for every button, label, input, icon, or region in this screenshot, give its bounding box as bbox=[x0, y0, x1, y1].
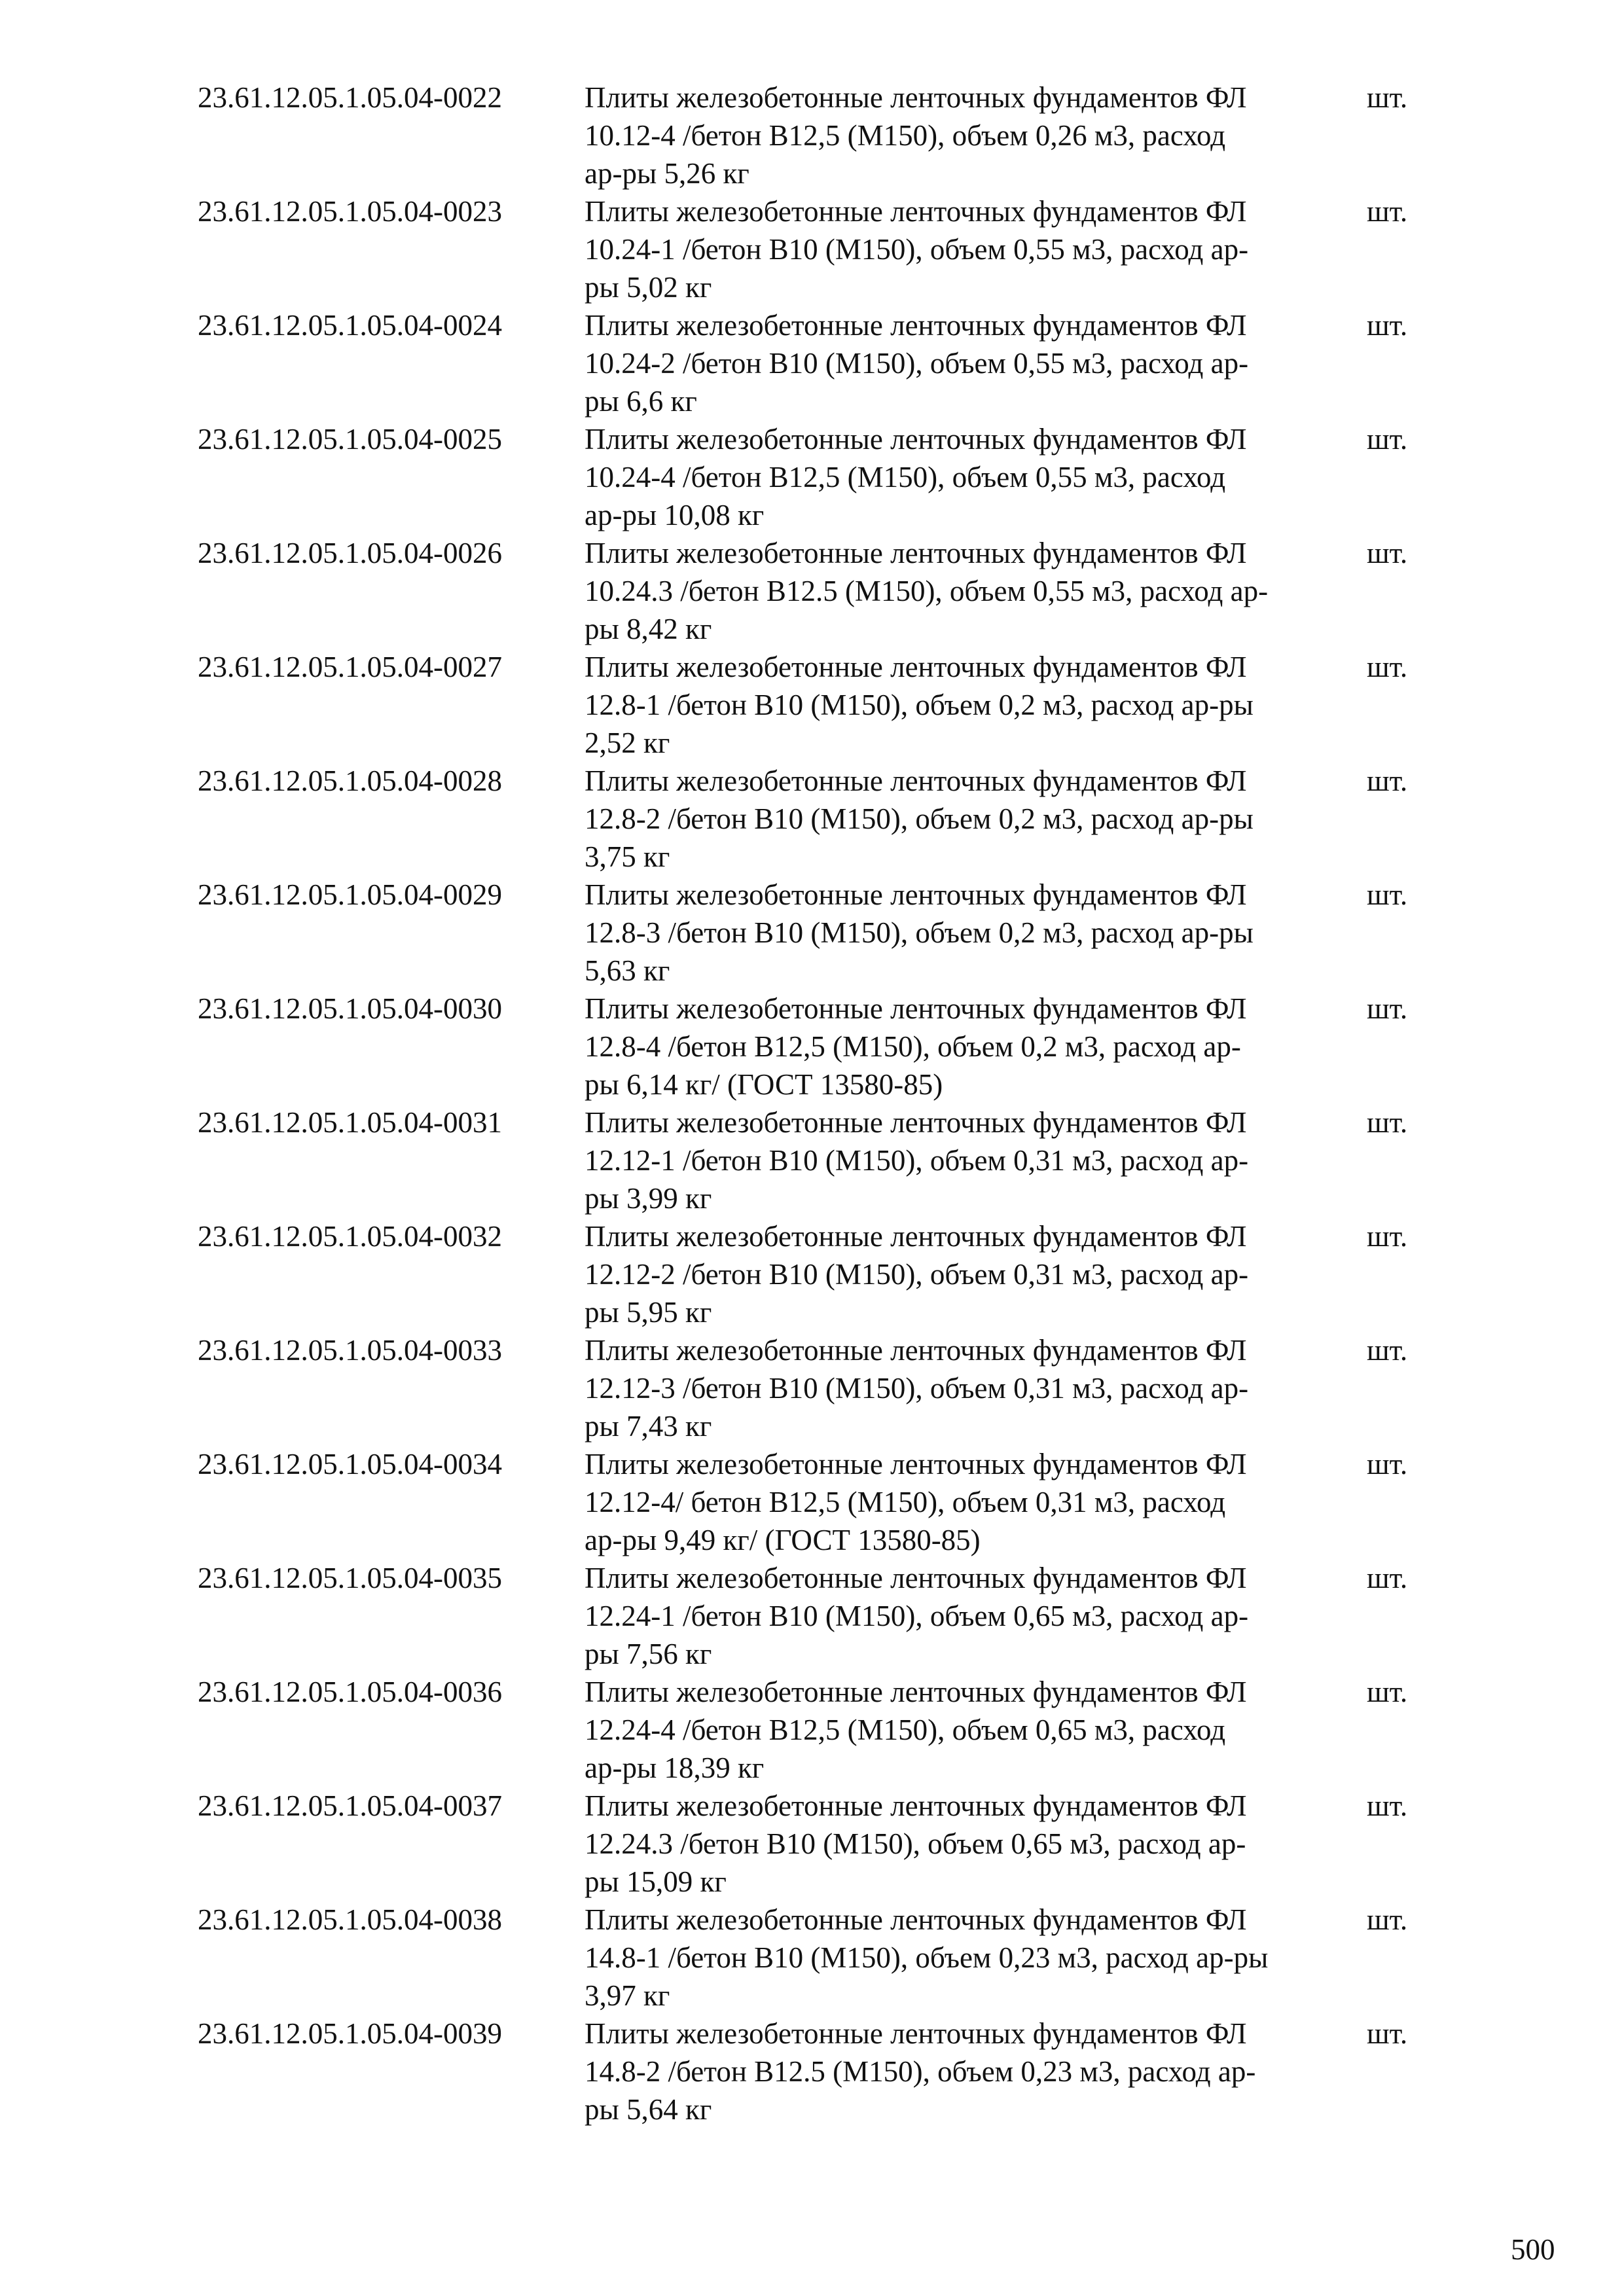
item-description-line: 12.8-4 /бетон В12,5 (М150), объем 0,2 м3, расход ар- bbox=[585, 1030, 1241, 1063]
item-description-line: ры 3,99 кг bbox=[585, 1182, 712, 1215]
list-item bbox=[0, 306, 1624, 420]
item-code: 23.61.12.05.1.05.04-0024 bbox=[198, 309, 502, 342]
item-unit: шт. bbox=[1367, 309, 1408, 342]
item-description-line: ры 7,43 кг bbox=[585, 1410, 712, 1443]
item-description-line: Плиты железобетонные ленточных фундаментов ФЛ bbox=[585, 1789, 1247, 1822]
item-code: 23.61.12.05.1.05.04-0027 bbox=[198, 651, 502, 683]
item-description-line: ар-ры 9,49 кг/ (ГОСТ 13580-85) bbox=[585, 1524, 981, 1556]
list-item bbox=[0, 762, 1624, 876]
item-description-line: 3,75 кг bbox=[585, 840, 670, 873]
item-unit: шт. bbox=[1367, 81, 1408, 114]
item-description-line: 12.8-2 /бетон В10 (М150), объем 0,2 м3, расход ар-ры bbox=[585, 802, 1254, 835]
item-code: 23.61.12.05.1.05.04-0022 bbox=[198, 81, 502, 114]
item-unit: шт. bbox=[1367, 651, 1408, 683]
item-description-line: Плиты железобетонные ленточных фундаментов ФЛ bbox=[585, 1562, 1247, 1594]
item-description-line: ар-ры 18,39 кг bbox=[585, 1751, 765, 1784]
item-description-line: 3,97 кг bbox=[585, 1979, 670, 2012]
item-description-line: ры 6,14 кг/ (ГОСТ 13580-85) bbox=[585, 1068, 943, 1101]
list-item bbox=[0, 1445, 1624, 1559]
item-unit: шт. bbox=[1367, 878, 1408, 911]
item-description-line: ры 6,6 кг bbox=[585, 385, 697, 418]
item-code: 23.61.12.05.1.05.04-0037 bbox=[198, 1789, 502, 1822]
list-item bbox=[0, 1559, 1624, 1673]
item-code: 23.61.12.05.1.05.04-0026 bbox=[198, 537, 502, 569]
item-description-line: 2,52 кг bbox=[585, 726, 670, 759]
list-item bbox=[0, 1673, 1624, 1787]
item-description-line: 5,63 кг bbox=[585, 954, 670, 987]
item-description-line: 10.24-1 /бетон В10 (М150), объем 0,55 м3, расход ар- bbox=[585, 233, 1249, 266]
item-code: 23.61.12.05.1.05.04-0028 bbox=[198, 764, 502, 797]
item-description-line: 12.24-4 /бетон В12,5 (М150), объем 0,65 м3, расход bbox=[585, 1713, 1226, 1746]
item-unit: шт. bbox=[1367, 1676, 1408, 1708]
list-item bbox=[0, 1217, 1624, 1331]
item-description-line: ры 5,95 кг bbox=[585, 1296, 712, 1329]
item-description-line: ры 8,42 кг bbox=[585, 613, 712, 645]
item-description-line: Плиты железобетонные ленточных фундаментов ФЛ bbox=[585, 537, 1247, 569]
item-unit: шт. bbox=[1367, 1903, 1408, 1936]
item-description-line: Плиты железобетонные ленточных фундаментов ФЛ bbox=[585, 651, 1247, 683]
item-description-line: 12.24-1 /бетон В10 (М150), объем 0,65 м3, расход ар- bbox=[585, 1600, 1249, 1632]
item-description-line: 10.24-4 /бетон В12,5 (М150), объем 0,55 м3, расход bbox=[585, 461, 1226, 493]
item-description-line: Плиты железобетонные ленточных фундаментов ФЛ bbox=[585, 1676, 1247, 1708]
item-description-line: 12.12-4/ бетон В12,5 (М150), объем 0,31 м3, расход bbox=[585, 1486, 1226, 1518]
item-code: 23.61.12.05.1.05.04-0032 bbox=[198, 1220, 502, 1253]
item-description-line: ар-ры 10,08 кг bbox=[585, 499, 765, 531]
item-unit: шт. bbox=[1367, 1334, 1408, 1367]
item-description-line: 10.24.3 /бетон В12.5 (М150), объем 0,55 м3, расход ар- bbox=[585, 575, 1269, 607]
item-description-line: ры 7,56 кг bbox=[585, 1638, 712, 1670]
item-code: 23.61.12.05.1.05.04-0023 bbox=[198, 195, 502, 228]
item-description-line: Плиты железобетонные ленточных фундаментов ФЛ bbox=[585, 1903, 1247, 1936]
item-description-line: Плиты железобетонные ленточных фундаментов ФЛ bbox=[585, 423, 1247, 456]
item-description-line: 12.12-2 /бетон В10 (М150), объем 0,31 м3, расход ар- bbox=[585, 1258, 1249, 1291]
item-unit: шт. bbox=[1367, 423, 1408, 456]
item-description-line: Плиты железобетонные ленточных фундаментов ФЛ bbox=[585, 1220, 1247, 1253]
item-description-line: Плиты железобетонные ленточных фундаментов ФЛ bbox=[585, 992, 1247, 1025]
item-unit: шт. bbox=[1367, 1789, 1408, 1822]
item-description-line: ры 5,64 кг bbox=[585, 2093, 712, 2126]
item-description-line: Плиты железобетонные ленточных фундаментов ФЛ bbox=[585, 764, 1247, 797]
item-code: 23.61.12.05.1.05.04-0033 bbox=[198, 1334, 502, 1367]
item-description-line: 12.24.3 /бетон В10 (М150), объем 0,65 м3, расход ар- bbox=[585, 1827, 1246, 1860]
item-description-line: ры 5,02 кг bbox=[585, 271, 712, 304]
item-description-line: 14.8-2 /бетон В12.5 (М150), объем 0,23 м3, расход ар- bbox=[585, 2055, 1256, 2088]
item-description-line: ар-ры 5,26 кг bbox=[585, 157, 749, 190]
list-item bbox=[0, 1331, 1624, 1445]
item-code: 23.61.12.05.1.05.04-0036 bbox=[198, 1676, 502, 1708]
page-number: 500 bbox=[1511, 2233, 1555, 2266]
list-item bbox=[0, 534, 1624, 648]
list-item bbox=[0, 79, 1624, 192]
item-description-line: 12.12-1 /бетон В10 (М150), объем 0,31 м3, расход ар- bbox=[585, 1144, 1249, 1177]
item-unit: шт. bbox=[1367, 764, 1408, 797]
item-unit: шт. bbox=[1367, 1220, 1408, 1253]
item-description-line: Плиты железобетонные ленточных фундаментов ФЛ bbox=[585, 195, 1247, 228]
list-item bbox=[0, 192, 1624, 306]
item-description-line: 10.12-4 /бетон В12,5 (М150), объем 0,26 м3, расход bbox=[585, 119, 1226, 152]
item-description-line: ры 15,09 кг bbox=[585, 1865, 727, 1898]
item-description-line: 12.12-3 /бетон В10 (М150), объем 0,31 м3, расход ар- bbox=[585, 1372, 1249, 1405]
item-code: 23.61.12.05.1.05.04-0034 bbox=[198, 1448, 502, 1480]
item-description-line: 12.8-1 /бетон В10 (М150), объем 0,2 м3, расход ар-ры bbox=[585, 689, 1254, 721]
item-description-line: Плиты железобетонные ленточных фундаментов ФЛ bbox=[585, 1334, 1247, 1367]
item-unit: шт. bbox=[1367, 537, 1408, 569]
item-code: 23.61.12.05.1.05.04-0038 bbox=[198, 1903, 502, 1936]
item-unit: шт. bbox=[1367, 1562, 1408, 1594]
item-unit: шт. bbox=[1367, 195, 1408, 228]
item-code: 23.61.12.05.1.05.04-0039 bbox=[198, 2017, 502, 2050]
list-item bbox=[0, 990, 1624, 1103]
item-description-line: 12.8-3 /бетон В10 (М150), объем 0,2 м3, расход ар-ры bbox=[585, 916, 1254, 949]
list-item bbox=[0, 1787, 1624, 1901]
item-description-line: 14.8-1 /бетон В10 (М150), объем 0,23 м3, расход ар-ры bbox=[585, 1941, 1269, 1974]
item-unit: шт. bbox=[1367, 992, 1408, 1025]
list-item bbox=[0, 2015, 1624, 2128]
item-code: 23.61.12.05.1.05.04-0030 bbox=[198, 992, 502, 1025]
item-description-line: Плиты железобетонные ленточных фундаментов ФЛ bbox=[585, 2017, 1247, 2050]
list-item bbox=[0, 876, 1624, 990]
item-unit: шт. bbox=[1367, 2017, 1408, 2050]
list-item bbox=[0, 420, 1624, 534]
list-item bbox=[0, 1103, 1624, 1217]
item-description-line: Плиты железобетонные ленточных фундаментов ФЛ bbox=[585, 81, 1247, 114]
item-unit: шт. bbox=[1367, 1448, 1408, 1480]
item-code: 23.61.12.05.1.05.04-0029 bbox=[198, 878, 502, 911]
item-description-line: Плиты железобетонные ленточных фундаментов ФЛ bbox=[585, 309, 1247, 342]
item-code: 23.61.12.05.1.05.04-0035 bbox=[198, 1562, 502, 1594]
list-item bbox=[0, 1901, 1624, 2015]
item-description-line: Плиты железобетонные ленточных фундаментов ФЛ bbox=[585, 878, 1247, 911]
item-unit: шт. bbox=[1367, 1106, 1408, 1139]
item-description-line: Плиты железобетонные ленточных фундаментов ФЛ bbox=[585, 1448, 1247, 1480]
item-description-line: Плиты железобетонные ленточных фундаментов ФЛ bbox=[585, 1106, 1247, 1139]
list-item bbox=[0, 648, 1624, 762]
item-code: 23.61.12.05.1.05.04-0025 bbox=[198, 423, 502, 456]
item-code: 23.61.12.05.1.05.04-0031 bbox=[198, 1106, 502, 1139]
item-description-line: 10.24-2 /бетон В10 (М150), объем 0,55 м3, расход ар- bbox=[585, 347, 1249, 380]
